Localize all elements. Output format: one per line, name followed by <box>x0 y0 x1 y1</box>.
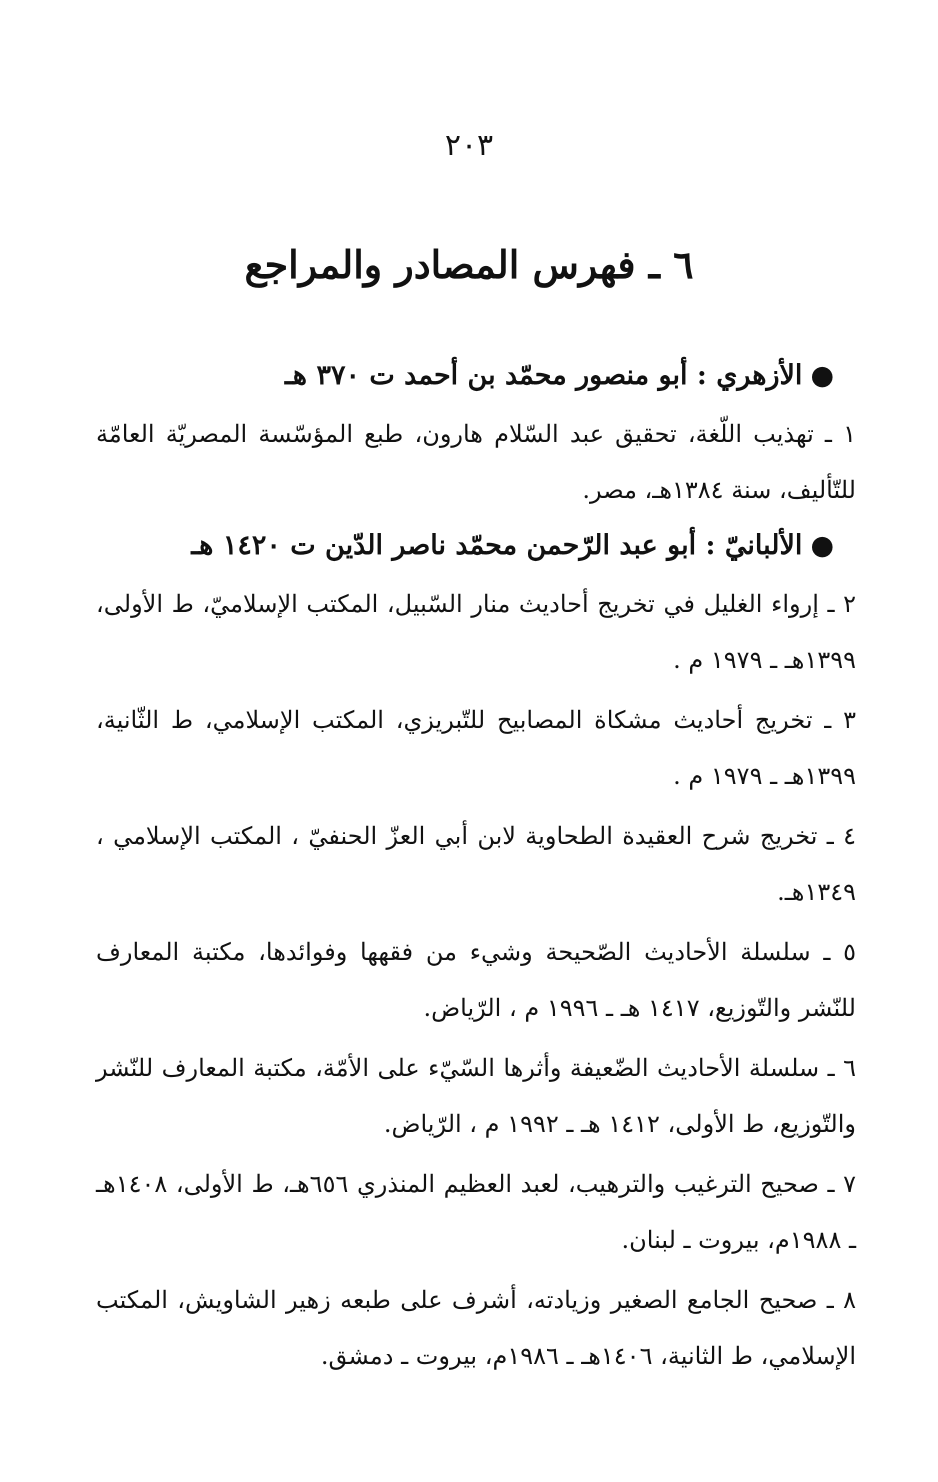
reference-entry: ٨ ـ صحيح الجامع الصغير وزيادته، أشرف على طبعه زهير الشاويش، المكتب الإسلامي، ط الثانية، ١٤٠٦هـ ـ ١٩٨٦م، بيروت ـ دمشق. <box>96 1286 856 1370</box>
author-heading <box>96 522 856 570</box>
author-name: الألبانيّ : أبو عبد الرّحمن محمّد ناصر الدّين ت ١٤٢٠ هـ <box>191 530 803 561</box>
author-heading <box>96 352 856 400</box>
references-list <box>96 352 856 1388</box>
reference-entry: ٢ ـ إرواء الغليل في تخريج أحاديث منار السّبيل، المكتب الإسلاميّ، ط الأولى، ١٣٩٩هـ ـ ١٩٧٩ م . <box>96 590 856 674</box>
reference-entry: ٦ ـ سلسلة الأحاديث الضّعيفة وأثرها السّيّء على الأمّة، مكتبة المعارف للنّشر والتّوزيع، ط الأولى، ١٤١٢ هـ ـ ١٩٩٢ م ، الرّياض. <box>96 1054 856 1138</box>
reference-entry: ١ ـ تهذيب اللّغة، تحقيق عبد السّلام هارون، طبع المؤسّسة المصريّة العامّة للتّأليف، سنة ١٣٨٤هـ، مصر. <box>96 420 856 504</box>
page-number: ٢٠٣ <box>444 128 494 163</box>
author-name: الأزهري : أبو منصور محمّد بن أحمد ت ٣٧٠ هـ <box>284 360 803 391</box>
bullet-icon: ● <box>810 530 834 561</box>
reference-entry: ٤ ـ تخريج شرح العقيدة الطحاوية لابن أبي العزّ الحنفيّ ، المكتب الإسلامي ، ١٣٤٩هـ. <box>96 822 857 906</box>
reference-entry: ٧ ـ صحيح الترغيب والترهيب، لعبد العظيم المنذري ٦٥٦هـ، ط الأولى، ١٤٠٨هـ ـ ١٩٨٨م، بيروت ـ لبنان. <box>96 1170 856 1254</box>
reference-entry: ٣ ـ تخريج أحاديث مشكاة المصابيح للتّبريزي، المكتب الإسلامي، ط الثّانية، ١٣٩٩هـ ـ ١٩٧٩ م . <box>96 706 856 790</box>
reference-entry: ٥ ـ سلسلة الأحاديث الصّحيحة وشيء من فقهها وفوائدها، مكتبة المعارف للنّشر والتّوزيع، ١٤١٧ هـ ـ ١٩٩٦ م ، الرّياض. <box>96 938 856 1022</box>
bullet-icon: ● <box>810 360 834 391</box>
chapter-title: ٦ ـ فهرس المصادر والمراجع <box>244 242 694 287</box>
